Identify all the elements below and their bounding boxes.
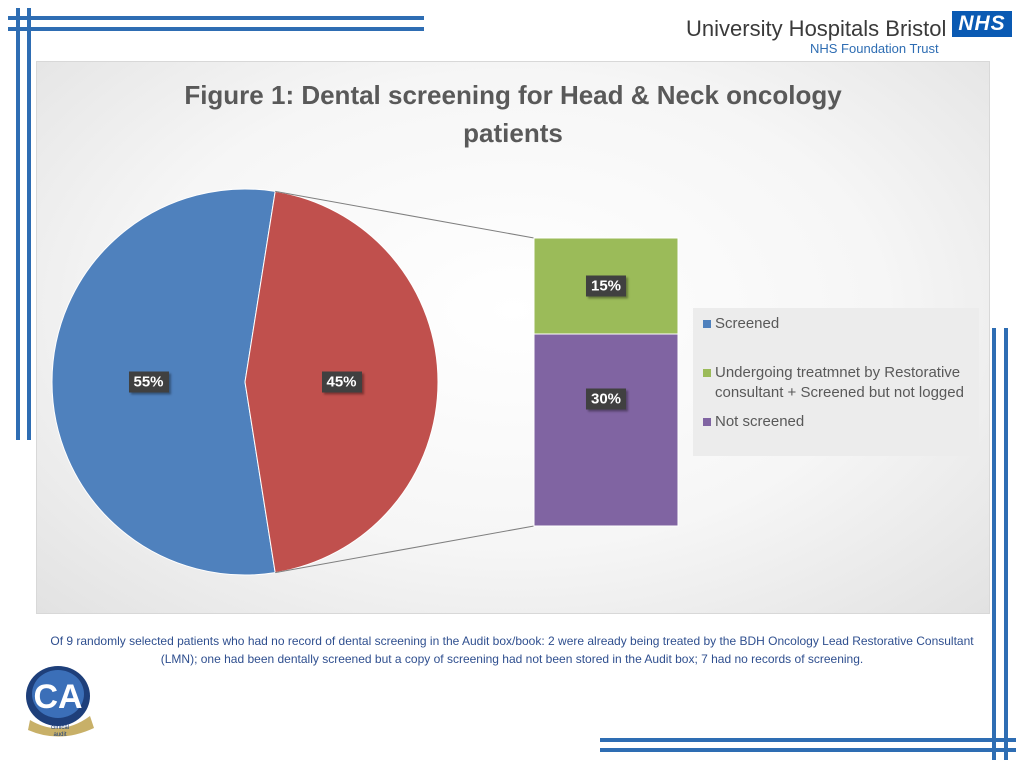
legend-item-undergoing-treatment	[703, 363, 977, 403]
figure-caption: Of 9 randomly selected patients who had no record of dental screening in the Audit box/book: 2 were already being treated by the BDH Oncology Lead Restorative Consultant (LMN); one had been dentally screened but a copy of screening had not been stored in the Audit box; 7 had no records of screening.	[50, 634, 974, 666]
chart-legend	[693, 308, 979, 456]
logo-text-audit: audit	[53, 732, 67, 738]
right-vertical-line-2	[1004, 328, 1008, 760]
organisation-subtitle: NHS Foundation Trust	[810, 41, 939, 56]
pie-slice-label: 45%	[321, 372, 361, 393]
breakout-segment-label: 15%	[586, 276, 626, 297]
left-vertical-line-1	[16, 8, 20, 440]
legend-item-not-screened	[703, 412, 977, 432]
legend-label: Screened	[715, 315, 780, 332]
logo-letters: CA	[33, 678, 83, 716]
legend-swatch	[703, 369, 711, 377]
top-left-line-2	[8, 27, 424, 31]
legend-swatch	[703, 320, 711, 328]
legend-label: Undergoing treatmnet by Restorative consultant + Screened but not logged	[715, 364, 964, 401]
chart-title: Figure 1: Dental screening for Head & Neck oncology patients	[184, 80, 842, 148]
pie-slice-label: 55%	[128, 372, 168, 393]
breakout-segment-2	[534, 334, 678, 526]
legend-label: Not screened	[715, 413, 805, 430]
clinical-audit-logo	[24, 662, 96, 742]
nhs-logo: NHS	[952, 11, 1012, 37]
legend-item-screened	[703, 314, 977, 334]
legend-swatch	[703, 418, 711, 426]
organisation-name: University Hospitals Bristol	[686, 16, 947, 41]
breakout-segment-label: 30%	[586, 389, 626, 410]
left-vertical-line-2	[27, 8, 31, 440]
right-vertical-line-1	[992, 328, 996, 760]
logo-text-clinical: clinical	[50, 725, 70, 731]
chart-panel	[36, 61, 990, 614]
bottom-right-line-2	[600, 748, 1016, 752]
top-left-line-1	[8, 16, 424, 20]
organisation-header	[686, 10, 1016, 60]
bottom-right-line-1	[600, 738, 1016, 742]
